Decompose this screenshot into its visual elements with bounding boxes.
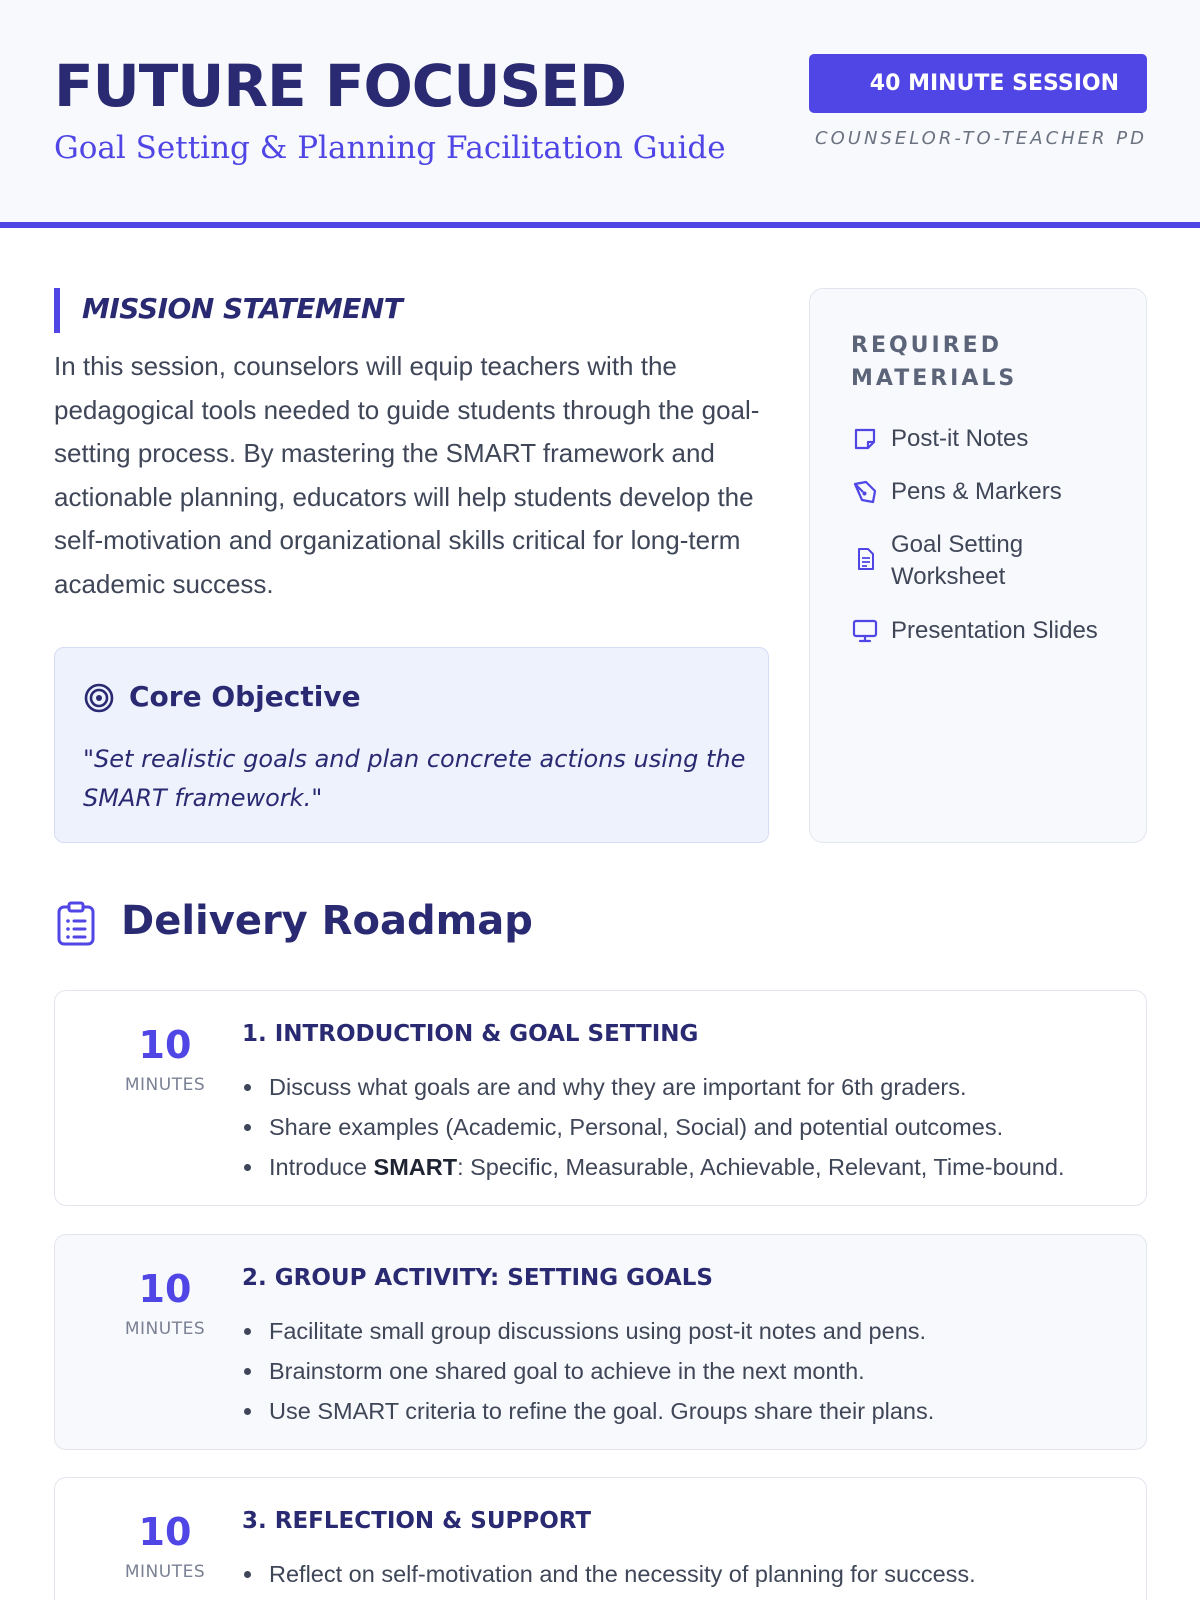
mission-accent-bar: [54, 288, 60, 333]
material-item: [851, 476, 1062, 508]
step-duration-unit: MINUTES: [124, 1562, 206, 1582]
step-bullet: Reflect on self-motivation and the necessity of planning for success.: [242, 1554, 1132, 1594]
smart-term: SMART: [373, 1154, 458, 1180]
page-title: FUTURE FOCUSED: [54, 52, 626, 120]
monitor-icon: [851, 617, 879, 645]
step-bullet: Brainstorm one shared goal to achieve in the next month.: [242, 1351, 1132, 1391]
mission-text: In this session, counselors will equip teachers with the pedagogical tools needed to guide students through the goal-setting process. By mastering the SMART framework and actionable planning, educators will help students develop the self-motivation and organizational skills critical for long-term academic success.: [54, 351, 760, 599]
step-title: 2. GROUP ACTIVITY: SETTING GOALS: [242, 1265, 713, 1291]
material-item: [851, 423, 1028, 455]
material-label: Pens & Markers: [891, 478, 1062, 505]
sticky-note-icon: [851, 425, 879, 453]
step-bullet: [242, 1147, 1132, 1187]
step-bullet-list: [242, 1067, 1132, 1187]
step-bullet: Share examples (Academic, Personal, Social) and potential outcomes.: [242, 1107, 1132, 1147]
page-subtitle: Goal Setting & Planning Facilitation Guide: [54, 130, 726, 166]
material-label: Goal Setting Worksheet: [891, 531, 1024, 590]
materials-heading: REQUIRED MATERIALS: [851, 333, 1018, 391]
step-bullet-list: [242, 1554, 1132, 1594]
document-icon: [851, 545, 879, 573]
step-title: 1. INTRODUCTION & GOAL SETTING: [242, 1021, 699, 1047]
core-objective-quote: "Set realistic goals and plan concrete actions using the SMART framework.": [83, 745, 746, 812]
material-item: [851, 529, 1051, 593]
step-bullet: Use SMART criteria to refine the goal. Groups share their plans.: [242, 1391, 1132, 1431]
required-materials-card: [809, 288, 1147, 843]
audience-label: COUNSELOR-TO-TEACHER PD: [815, 128, 1147, 149]
roadmap-title: Delivery Roadmap: [121, 898, 533, 944]
step-duration-unit: MINUTES: [124, 1075, 206, 1095]
material-label: Post-it Notes: [891, 425, 1029, 452]
step-bullet-rest: : Specific, Measurable, Achievable, Relevant, Time-bound.: [457, 1154, 1065, 1180]
material-label: Presentation Slides: [891, 617, 1098, 644]
step-bullet-list: [242, 1311, 1132, 1431]
session-length-badge: 40 MINUTE SESSION: [809, 54, 1147, 113]
page-header: [0, 0, 1200, 228]
step-duration: 10: [138, 1023, 192, 1067]
core-objective-title: Core Objective: [129, 680, 361, 713]
step-duration-unit: MINUTES: [124, 1319, 206, 1339]
target-icon: [83, 682, 115, 714]
roadmap-step: [54, 990, 1147, 1206]
step-bullet: Discuss what goals are and why they are important for 6th graders.: [242, 1067, 1132, 1107]
core-objective-card: [54, 647, 769, 843]
pen-icon: [851, 478, 879, 506]
step-bullet-prefix: Introduce: [269, 1154, 374, 1180]
mission-heading: MISSION STATEMENT: [82, 292, 403, 325]
step-duration: 10: [138, 1267, 192, 1311]
clipboard-icon: [56, 901, 96, 947]
material-item: [851, 615, 1098, 647]
roadmap-step: [54, 1477, 1147, 1600]
step-bullet: Facilitate small group discussions using post-it notes and pens.: [242, 1311, 1132, 1351]
roadmap-step: [54, 1234, 1147, 1450]
step-duration: 10: [138, 1510, 192, 1554]
step-title: 3. REFLECTION & SUPPORT: [242, 1508, 592, 1534]
